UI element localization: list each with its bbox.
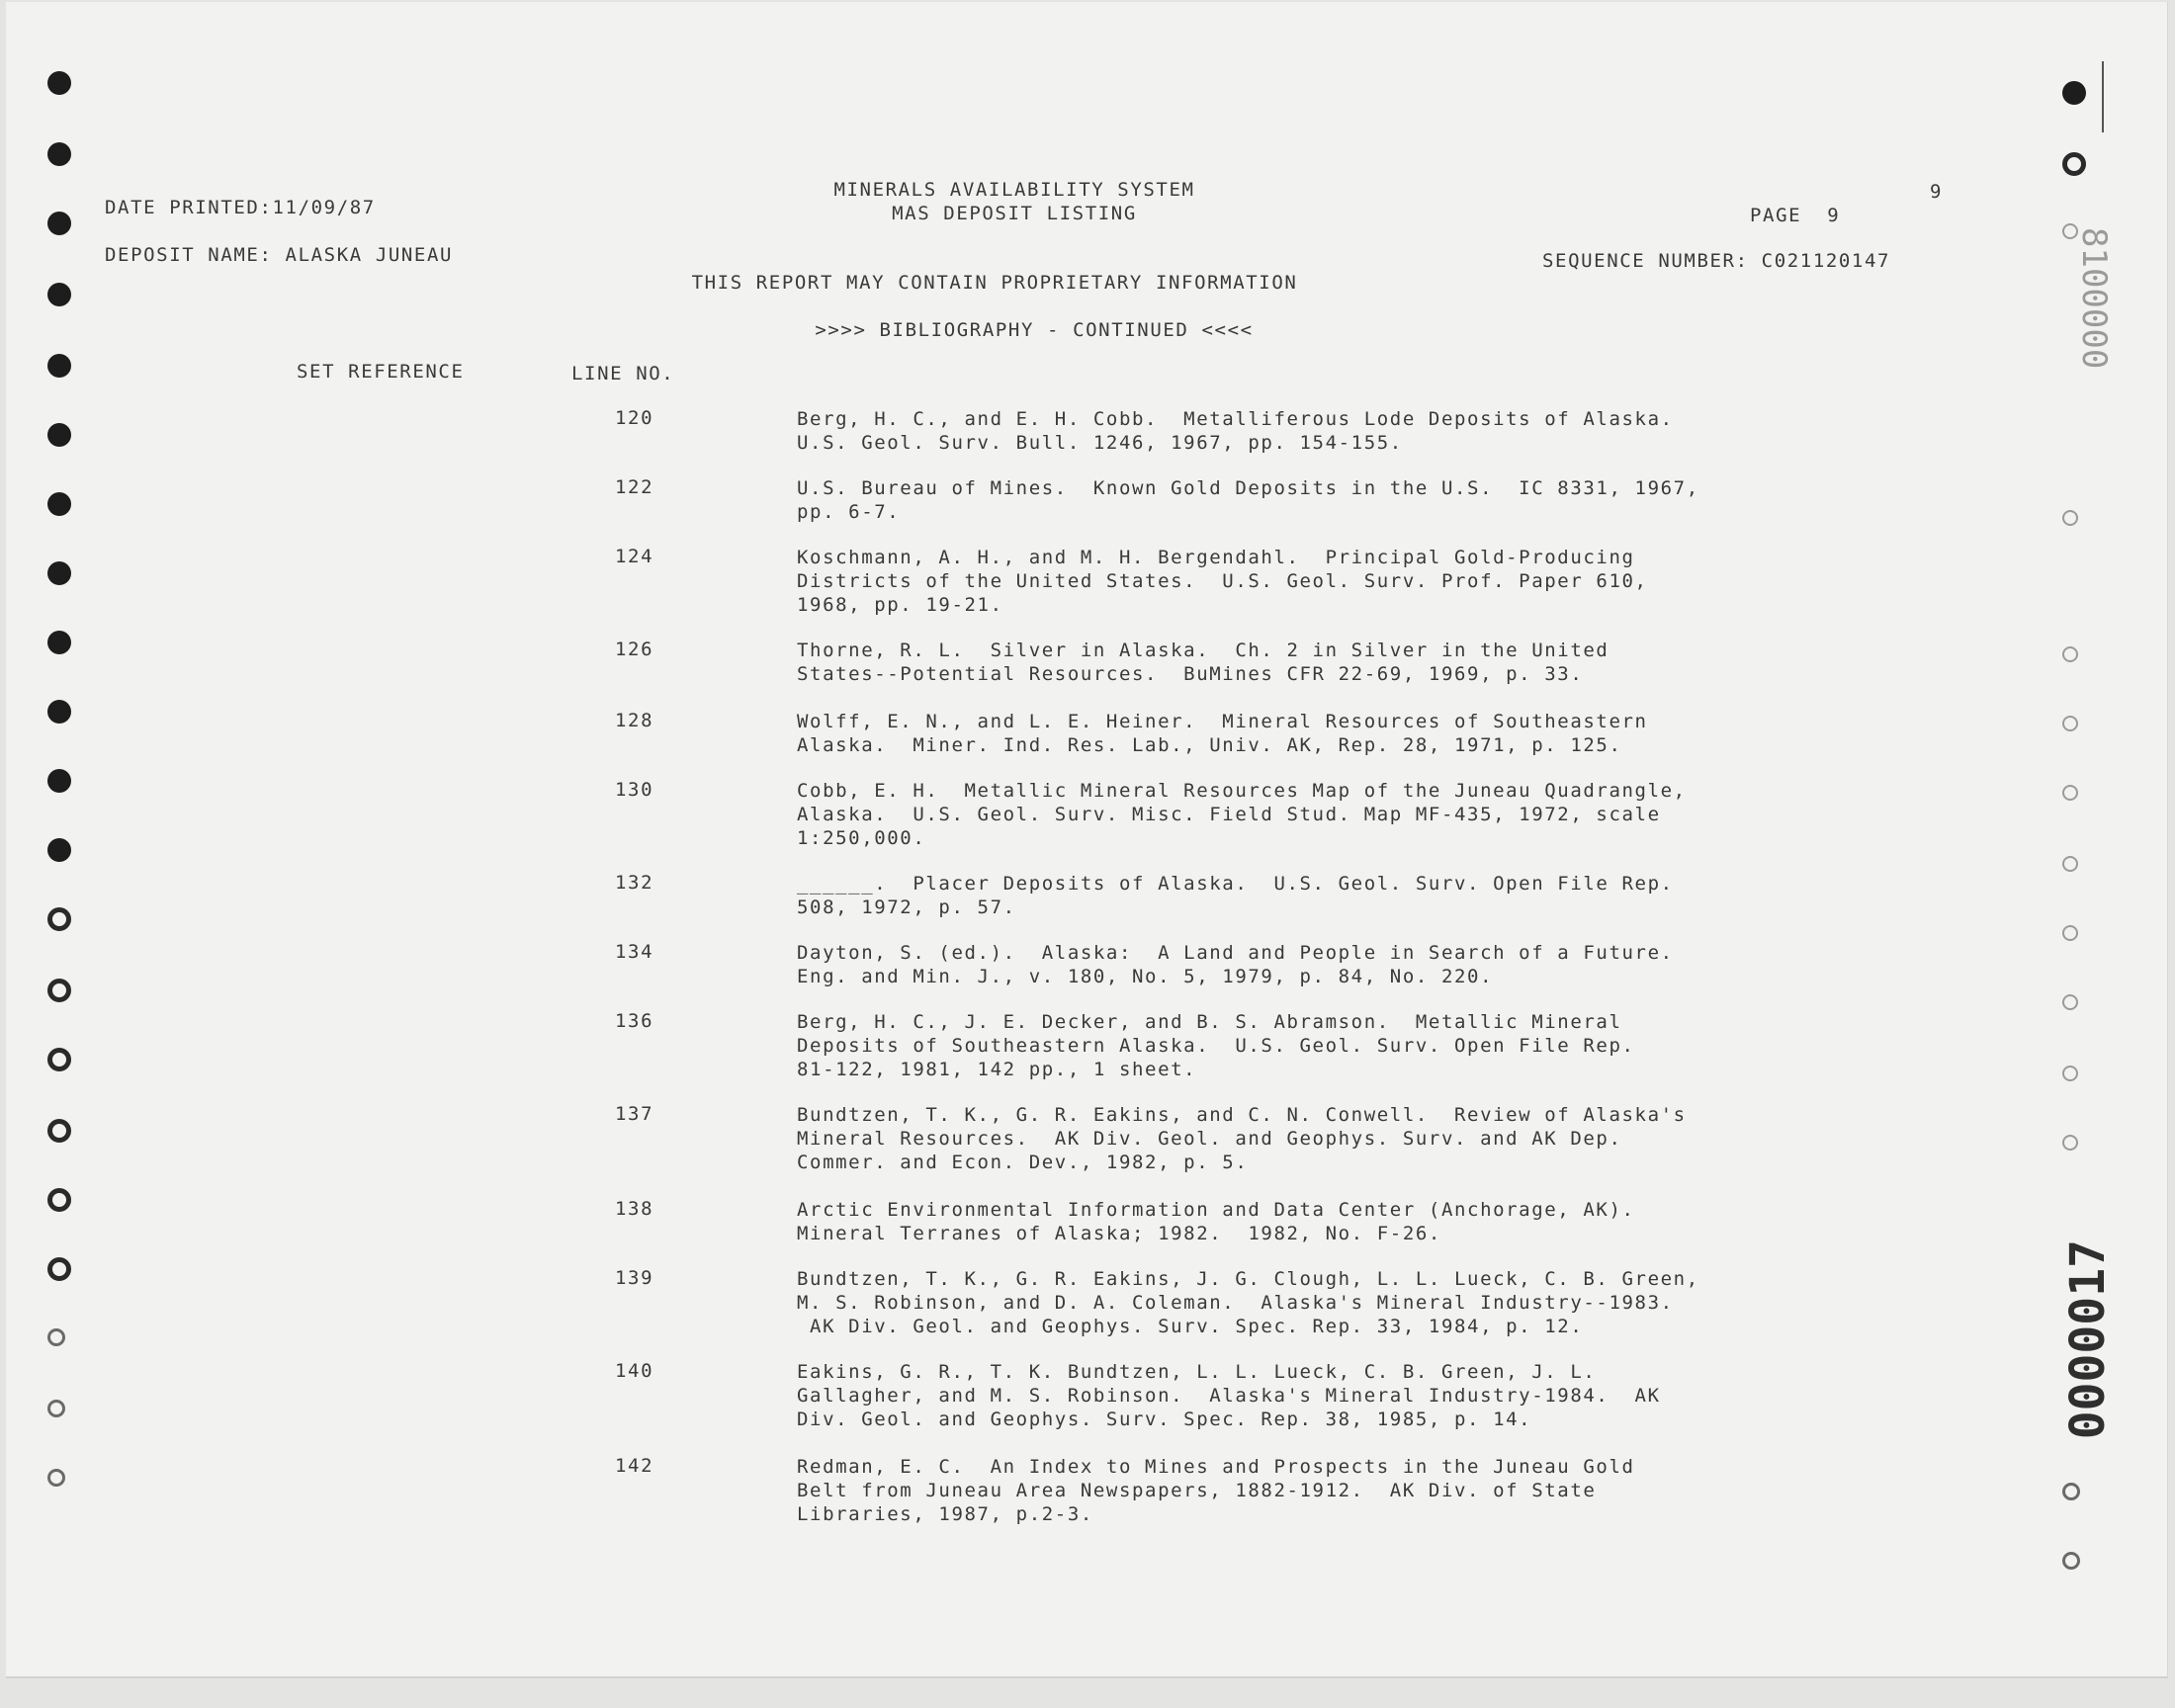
reference-line: Berg, H. C., J. E. Decker, and B. S. Abramson. Metallic Mineral <box>797 1011 1622 1033</box>
perforation-hole <box>47 700 71 724</box>
reference-line: Wolff, E. N., and L. E. Heiner. Mineral Resources of Southeastern <box>797 711 1648 732</box>
line-number: 137 <box>615 1103 654 1125</box>
perforation-hole <box>2062 1066 2078 1081</box>
deposit-name: DEPOSIT NAME: ALASKA JUNEAU <box>105 244 454 266</box>
perforation-hole <box>2062 716 2078 731</box>
perforation-hole <box>47 1188 71 1212</box>
reference-line: pp. 6-7. <box>797 501 901 523</box>
reference-text <box>797 1198 1635 1245</box>
section-title: >>>> BIBLIOGRAPHY - CONTINUED <<<< <box>815 319 1254 341</box>
perforation-hole <box>47 1048 71 1071</box>
perforation-hole <box>2062 994 2078 1010</box>
left-perforation-strip <box>34 2 93 1682</box>
reference-text <box>797 639 1609 686</box>
reference-line: Alaska. Miner. Ind. Res. Lab., Univ. AK, Rep. 28, 1971, p. 125. <box>797 734 1622 756</box>
reference-line: Cobb, E. H. Metallic Mineral Resources Map of the Juneau Quadrangle, <box>797 780 1687 802</box>
listing-title: MAS DEPOSIT LISTING <box>892 203 1137 224</box>
line-number: 122 <box>615 476 654 498</box>
reference-text <box>797 1360 1661 1431</box>
reference-line: Mineral Terranes of Alaska; 1982. 1982, No. F-26. <box>797 1223 1441 1244</box>
sequence-number: SEQUENCE NUMBER: C021120147 <box>1542 250 1891 272</box>
reference-line: Dayton, S. (ed.). Alaska: A Land and People in Search of a Future. <box>797 942 1674 964</box>
perforation-hole <box>47 979 71 1002</box>
reference-line: U.S. Geol. Surv. Bull. 1246, 1967, pp. 154-155. <box>797 432 1403 454</box>
reference-line: M. S. Robinson, and D. A. Coleman. Alaska's Mineral Industry--1983. <box>797 1292 1674 1314</box>
perforation-hole <box>2062 1135 2078 1151</box>
reference-text <box>797 779 1687 850</box>
reference-text <box>797 710 1648 757</box>
reference-line: Berg, H. C., and E. H. Cobb. Metalliferous Lode Deposits of Alaska. <box>797 408 1674 430</box>
system-title: MINERALS AVAILABILITY SYSTEM <box>833 179 1195 201</box>
reference-line: Belt from Juneau Area Newspapers, 1882-1912. AK Div. of State <box>797 1480 1597 1501</box>
film-frame-number-top: 8100000 <box>2074 227 2114 370</box>
reference-line: Mineral Resources. AK Div. Geol. and Geophys. Surv. and AK Dep. <box>797 1128 1622 1150</box>
perforation-hole <box>47 142 71 166</box>
date-printed: DATE PRINTED:11/09/87 <box>105 197 376 218</box>
perforation-hole <box>2062 510 2078 526</box>
perforation-hole <box>2062 856 2078 872</box>
reference-text <box>797 1267 1699 1338</box>
reference-line: Gallagher, and M. S. Robinson. Alaska's Mineral Industry-1984. AK <box>797 1385 1661 1407</box>
line-number: 140 <box>615 1360 654 1382</box>
perforation-hole <box>47 561 71 585</box>
line-number: 134 <box>615 941 654 963</box>
line-number: 128 <box>615 710 654 731</box>
reference-line: AK Div. Geol. and Geophys. Surv. Spec. Rep. 33, 1984, p. 12. <box>797 1316 1584 1337</box>
line-number: 120 <box>615 407 654 429</box>
reference-line: Redman, E. C. An Index to Mines and Prospects in the Juneau Gold <box>797 1456 1635 1478</box>
perforation-hole <box>47 1257 71 1281</box>
reference-line: 81-122, 1981, 142 pp., 1 sheet. <box>797 1059 1197 1080</box>
perforation-hole <box>2062 646 2078 662</box>
reference-line: Bundtzen, T. K., G. R. Eakins, and C. N. Conwell. Review of Alaska's <box>797 1104 1687 1126</box>
reference-line: Arctic Environmental Information and Data Center (Anchorage, AK). <box>797 1199 1635 1221</box>
perforation-hole <box>2062 1483 2080 1500</box>
perforation-hole <box>47 423 71 447</box>
line-no-header: LINE NO. <box>571 363 675 384</box>
perforation-hole <box>2062 1552 2080 1570</box>
set-reference-header: SET REFERENCE <box>297 361 465 383</box>
perforation-hole <box>47 631 71 654</box>
reference-line: 508, 1972, p. 57. <box>797 897 1016 918</box>
perforation-hole <box>2062 785 2078 801</box>
line-number: 130 <box>615 779 654 801</box>
perforation-hole <box>47 492 71 516</box>
reference-text <box>797 546 1648 617</box>
reference-line: Commer. and Econ. Dev., 1982, p. 5. <box>797 1152 1249 1173</box>
perforation-hole <box>47 1469 65 1487</box>
perforation-hole <box>47 283 71 306</box>
perforation-hole <box>47 212 71 235</box>
proprietary-notice: THIS REPORT MAY CONTAIN PROPRIETARY INFORMATION <box>691 272 1298 294</box>
reference-text <box>797 1455 1635 1526</box>
perforation-hole <box>2062 152 2086 176</box>
reference-line: Koschmann, A. H., and M. H. Bergendahl. Principal Gold-Producing <box>797 547 1635 568</box>
reference-line: Div. Geol. and Geophys. Surv. Spec. Rep. 38, 1985, p. 14. <box>797 1409 1532 1430</box>
perforation-hole <box>47 1328 65 1346</box>
reference-text <box>797 1103 1687 1174</box>
page-number: PAGE 9 <box>1750 205 1841 226</box>
perforation-hole <box>2062 925 2078 941</box>
perforation-hole <box>47 907 71 931</box>
reference-line: Eakins, G. R., T. K. Bundtzen, L. L. Lueck, C. B. Green, J. L. <box>797 1361 1597 1383</box>
right-edge-mark <box>2102 61 2104 132</box>
line-number: 136 <box>615 1010 654 1032</box>
line-number: 139 <box>615 1267 654 1289</box>
line-number: 126 <box>615 639 654 660</box>
perforation-hole <box>2062 81 2086 105</box>
reference-text <box>797 407 1674 455</box>
perforation-hole <box>47 1400 65 1417</box>
perforation-hole <box>47 769 71 793</box>
perforation-hole <box>47 1119 71 1143</box>
line-number: 138 <box>615 1198 654 1220</box>
reference-line: Districts of the United States. U.S. Geol. Surv. Prof. Paper 610, <box>797 570 1648 592</box>
reference-line: Bundtzen, T. K., G. R. Eakins, J. G. Clough, L. L. Lueck, C. B. Green, <box>797 1268 1699 1290</box>
perforation-hole <box>47 71 71 95</box>
perforation-hole <box>47 354 71 378</box>
reference-line: Thorne, R. L. Silver in Alaska. Ch. 2 in Silver in the United <box>797 640 1610 661</box>
film-frame-number-bottom: 0000017 <box>2060 1239 2116 1440</box>
reference-line: Deposits of Southeastern Alaska. U.S. Geol. Surv. Open File Rep. <box>797 1035 1635 1057</box>
reference-line: Alaska. U.S. Geol. Surv. Misc. Field Stud. Map MF-435, 1972, scale <box>797 804 1661 825</box>
page-corner-number: 9 <box>1930 181 1944 203</box>
perforation-hole <box>47 838 71 862</box>
line-number: 132 <box>615 872 654 894</box>
reference-line: U.S. Bureau of Mines. Known Gold Deposits in the U.S. IC 8331, 1967, <box>797 477 1699 499</box>
reference-line: 1968, pp. 19-21. <box>797 594 1003 616</box>
reference-text <box>797 1010 1635 1081</box>
reference-line: Libraries, 1987, p.2-3. <box>797 1503 1093 1525</box>
reference-line: 1:250,000. <box>797 827 926 849</box>
reference-text <box>797 872 1674 919</box>
line-number: 124 <box>615 546 654 567</box>
reference-line: Eng. and Min. J., v. 180, No. 5, 1979, p. 84, No. 220. <box>797 966 1494 987</box>
reference-line: States--Potential Resources. BuMines CFR 22-69, 1969, p. 33. <box>797 663 1584 685</box>
reference-text <box>797 476 1699 524</box>
printout-page <box>6 2 2168 1678</box>
line-number: 142 <box>615 1455 654 1477</box>
reference-line: ______. Placer Deposits of Alaska. U.S. Geol. Surv. Open File Rep. <box>797 873 1674 895</box>
reference-text <box>797 941 1674 988</box>
